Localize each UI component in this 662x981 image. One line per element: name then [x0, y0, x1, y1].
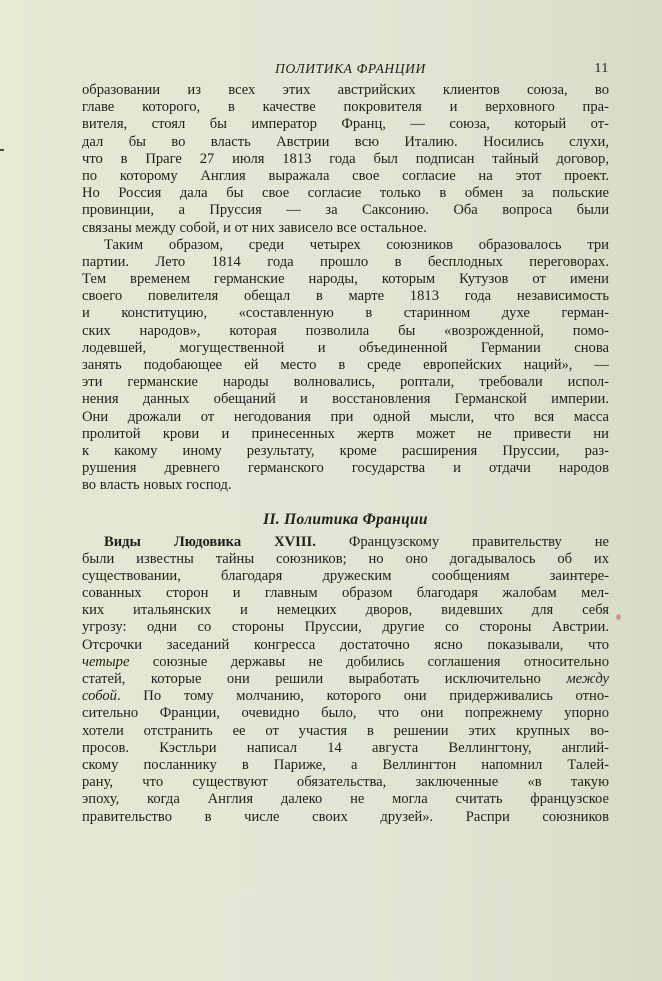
margin-mark [0, 149, 4, 151]
paragraph-1 [82, 82, 609, 237]
text-line: дал бы во власть Австрии всю Италию. Носились слухи, [82, 133, 609, 150]
emphasis: собой [82, 688, 117, 705]
text-line: ких итальянских и немецких дворов, видевших для себя [82, 602, 609, 619]
text-line [82, 671, 609, 688]
text-line: и конституцию, «составленную в старинном духе герман- [82, 305, 609, 322]
text-line: рану, что существуют обязательства, заключенные «в такую [82, 774, 609, 791]
text-line: во власть новых господ. [82, 477, 232, 494]
text-line: Тем временем германские народы, которым Кутузов от имени [82, 271, 609, 288]
text-line: по которому Англия выражала свое согласие на этот проект. [82, 167, 609, 184]
text-line: существовании, благодаря дружеским сообщениям заинтере- [82, 567, 609, 584]
text-line: Отсрочки заседаний конгресса достаточно ясно показывали, что [82, 636, 609, 653]
text-span: союзные державы не добились соглашения относительно [129, 653, 609, 670]
section-paragraph [82, 534, 609, 826]
paper-stain [616, 614, 621, 620]
text-line: были известны тайны союзников; но оно догадывалось об их [82, 550, 609, 567]
text-line: пролитой крови и принесенных жертв может не привести ни [82, 425, 609, 442]
book-page [82, 58, 609, 826]
text-line: нения данных обещаний и восстановления Германской империи. [82, 391, 609, 408]
text-line: главе которого, в качестве покровителя и верховного пра- [82, 99, 609, 116]
emphasis: между [566, 671, 609, 687]
text-line: скому посланнику в Париже, а Веллингтон напомнил Талей- [82, 756, 609, 773]
text-line: эти германские народы волновались, роптали, требовали испол- [82, 374, 609, 391]
text-line: к какому иному результату, кроме расширения Пруссии, раз- [82, 442, 609, 459]
text-line [82, 654, 609, 671]
text-line: занять подобающее ей место в среде европейских наций», — [82, 357, 609, 373]
running-head [82, 58, 609, 82]
text-line [82, 688, 609, 705]
section-heading: II. Политика Франции [263, 510, 428, 528]
text-span: Французскому правительству не [315, 533, 609, 550]
text-span: статей, которые они решили выработать исключительно [82, 671, 567, 687]
text-line: провинции, а Пруссия — за Саксонию. Оба вопроса были [82, 202, 609, 219]
text-line: своего повелителя обещал в марте 1813 года независимость [82, 288, 609, 305]
text-line: эпоху, когда Англия далеко не могла считать французское [82, 791, 609, 808]
text-line [82, 534, 609, 551]
text-line: сованных сторон и главным образом благодаря жалобам мел- [82, 585, 609, 602]
text-line: что в Праге 27 июля 1813 года был подписан тайный договор, [82, 150, 609, 167]
text-line: Но Россия дала бы свое согласие только в обмен за польские [82, 185, 609, 202]
run-in-title: Виды Людовика XVIII. [104, 533, 316, 550]
text-line: лодевшей, могущественной и объединенной Германии снова [82, 339, 609, 356]
text-line: образовании из всех этих австрийских клиентов союза, во [82, 82, 609, 98]
text-line: Таким образом, среди четырех союзников образовалось три [104, 236, 609, 253]
text-line: просов. Кэстльри написал 14 августа Веллингтону, англий- [82, 739, 609, 756]
page-number: 11 [594, 61, 609, 76]
text-line: Они дрожали от негодования при одной мысли, что вся масса [82, 408, 609, 425]
text-line: хотели отстранить ее от участия в решении этих крупных во- [82, 722, 609, 739]
text-line: рушения древнего германского государства и отдачи народов [82, 460, 609, 477]
running-title: ПОЛИТИКА ФРАНЦИИ [275, 61, 426, 76]
text-line: партии. Лето 1814 года прошло в бесплодных переговорах. [82, 253, 609, 270]
text-line: вителя, стоял бы император Франц, — союза, который от- [82, 116, 609, 133]
text-line: связаны между собой, и от них зависело все остальное. [82, 219, 427, 236]
paragraph-2 [82, 237, 609, 495]
text-span: . По тому молчанию, которого они придерживались отно- [116, 688, 609, 705]
text-line: ских народов», которая позволила бы «возрожденной, помо- [82, 322, 609, 339]
emphasis: четыре [82, 653, 130, 670]
text-line: правительство в числе своих друзей». Распри союзников [82, 808, 609, 825]
text-line: угрозу: одни со стороны Пруссии, другие со стороны Австрии. [82, 619, 609, 636]
text-line: сительно Франции, очевидно было, что они попрежнему упорно [82, 705, 609, 722]
